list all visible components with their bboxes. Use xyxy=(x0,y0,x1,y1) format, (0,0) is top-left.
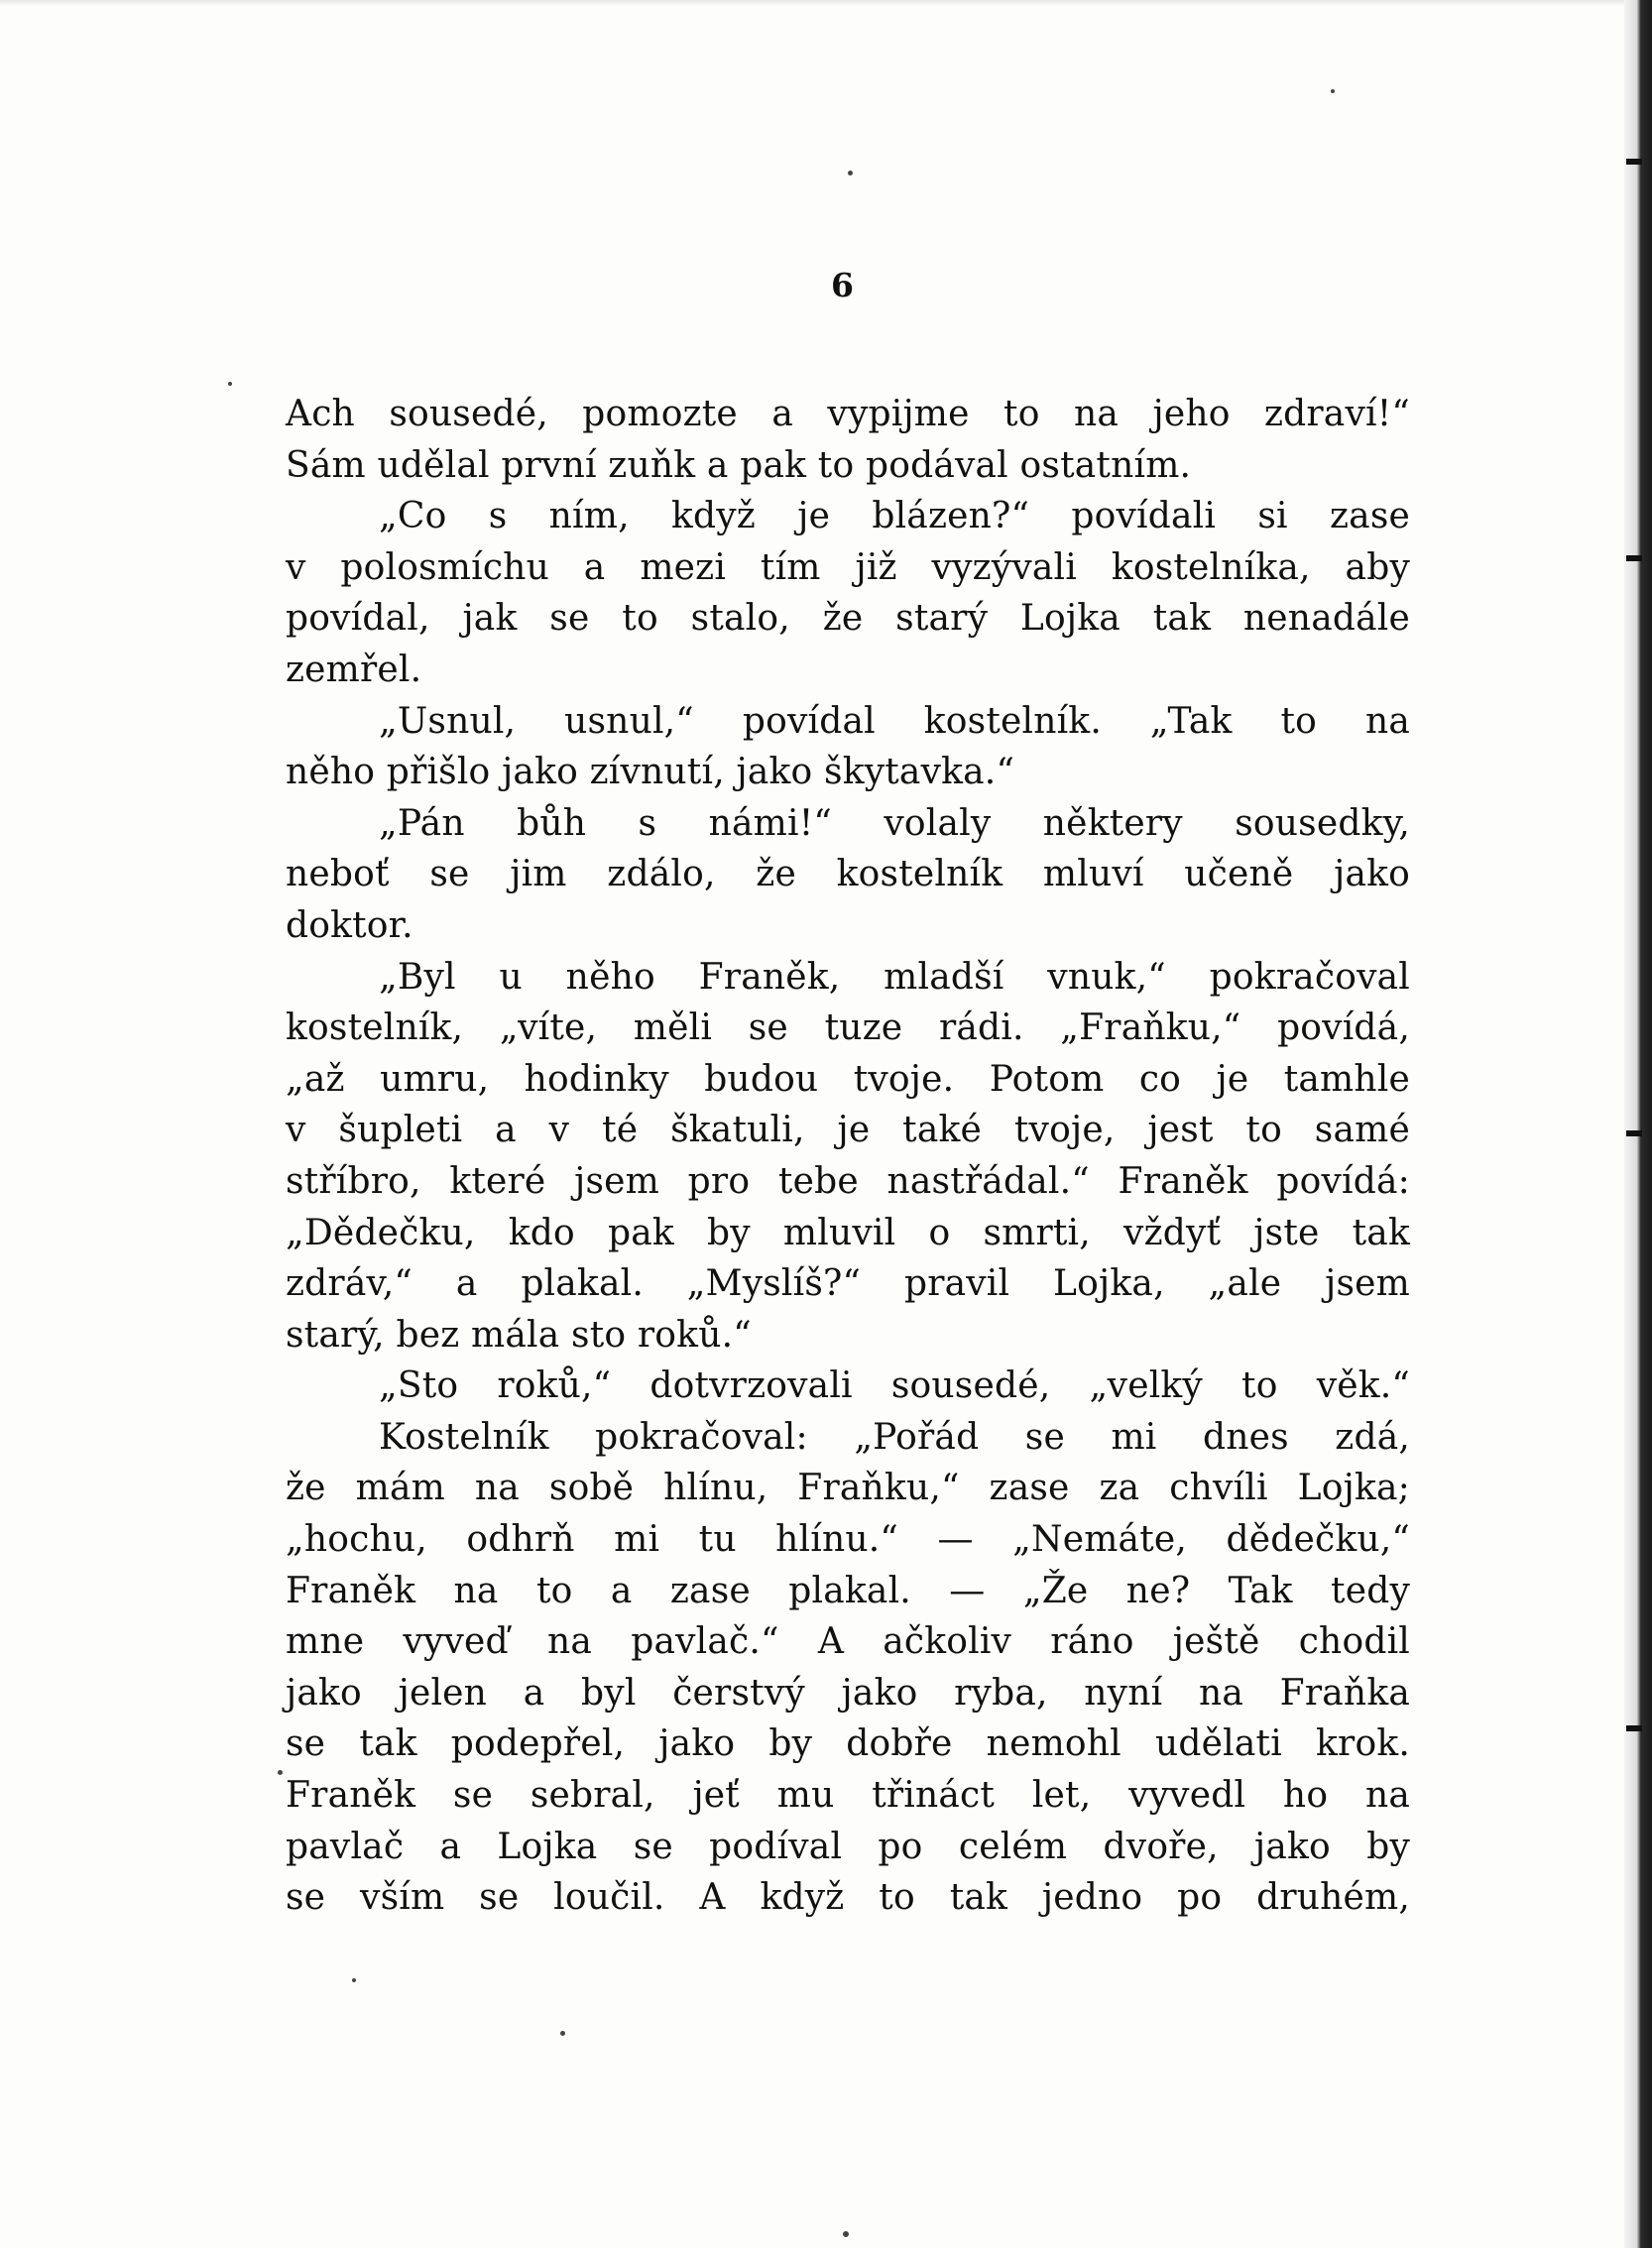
edge-mark xyxy=(1626,1725,1642,1731)
scan-speck xyxy=(1331,89,1335,93)
text-line: „Sto roků,“ dotvrzovali sousedé, „velký to věk.“ xyxy=(379,1365,1410,1407)
text-line: stříbro, které jsem pro tebe nastřádal.“ Franěk povídá: xyxy=(286,1160,1410,1202)
text-line: Franěk se sebral, jeť mu třináct let, vyvedl ho na xyxy=(286,1775,1410,1817)
edge-mark xyxy=(1626,555,1642,561)
text-line: „Dědečku, kdo pak by mluvil o smrti, vždyť jste tak xyxy=(286,1212,1410,1253)
scan-speck xyxy=(843,2231,849,2237)
text-line: „Pán bůh s námi!“ volaly některy sousedky, xyxy=(379,802,1410,844)
text-line: Kostelník pokračoval: „Pořád se mi dnes zdá, xyxy=(379,1416,1410,1458)
text-line: pavlač a Lojka se podíval po celém dvoře, jako by xyxy=(286,1826,1410,1867)
scan-speck xyxy=(228,382,232,386)
text-line: mne vyveď na pavlač.“ A ačkoliv ráno ještě chodil xyxy=(286,1621,1410,1663)
scan-speck xyxy=(352,1978,356,1982)
edge-mark xyxy=(1626,1130,1642,1136)
text-line: „Usnul, usnul,“ povídal kostelník. „Tak to na xyxy=(379,700,1410,742)
text-line: Sám udělal první zuňk a pak to podával ostatním. xyxy=(286,444,1192,486)
text-line: zdráv,“ a plakal. „Myslíš?“ pravil Lojka, „ale jsem xyxy=(286,1263,1410,1305)
text-line: „až umru, hodinky budou tvoje. Potom co je tamhle xyxy=(286,1058,1410,1100)
text-line: že mám na sobě hlínu, Fraňku,“ zase za chvíli Lojka; xyxy=(286,1468,1410,1509)
text-line: něho přišlo jako zívnutí, jako škytavka.“ xyxy=(286,752,1015,793)
text-line: doktor. xyxy=(286,904,413,946)
scan-speck xyxy=(560,2031,565,2036)
edge-mark xyxy=(1626,159,1642,165)
text-line: se tak podepřel, jako by dobře nemohl udělati krok. xyxy=(286,1723,1410,1765)
page-top-edge xyxy=(0,0,1652,6)
text-line: starý, bez mála sto roků.“ xyxy=(286,1314,752,1356)
text-line: jako jelen a byl čerstvý jako ryba, nyní na Fraňka xyxy=(286,1672,1410,1714)
text-line: neboť se jim zdálo, že kostelník mluví učeně jako xyxy=(286,854,1410,895)
text-line: „hochu, odhrň mi tu hlínu.“ — „Nemáte, dědečku,“ xyxy=(286,1519,1410,1561)
text-line: v šupleti a v té škatuli, je také tvoje, jest to samé xyxy=(286,1110,1410,1151)
text-line: Franěk na to a zase plakal. — „Že ne? Tak tedy xyxy=(286,1570,1410,1611)
body-text xyxy=(286,389,1410,1924)
text-line: Ach sousedé, pomozte a vypijme to na jeho zdraví!“ xyxy=(286,394,1410,434)
page-binding-edge xyxy=(1624,0,1652,2248)
text-line: „Byl u něho Franěk, mladší vnuk,“ pokračoval xyxy=(379,956,1410,998)
text-line: povídal, jak se to stalo, že starý Lojka tak nenadále xyxy=(286,598,1410,640)
scan-speck xyxy=(278,1770,283,1775)
text-line: v polosmíchu a mezi tím již vyzývali kostelníka, aby xyxy=(286,546,1410,588)
text-line: se vším se loučil. A když to tak jedno po druhém, xyxy=(286,1877,1410,1919)
scan-speck xyxy=(848,171,853,176)
page-number: 6 xyxy=(831,266,855,304)
text-line: kostelník, „víte, měli se tuze rádi. „Fraňku,“ povídá, xyxy=(286,1007,1410,1049)
text-line: „Co s ním, když je blázen?“ povídali si zase xyxy=(379,496,1410,537)
text-line: zemřel. xyxy=(286,649,422,690)
